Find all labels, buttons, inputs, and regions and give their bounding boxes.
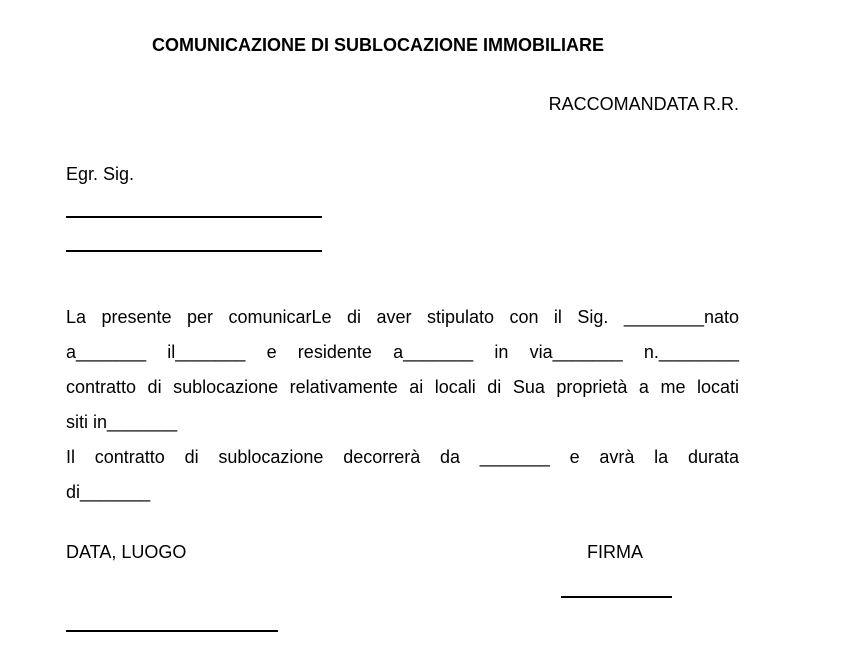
body-line: Il contratto di sublocazione decorrerà da _______ e avrà la durata (66, 447, 739, 467)
date-place-line[interactable] (66, 630, 278, 632)
communication-body (66, 300, 739, 510)
signature-line[interactable] (561, 596, 672, 598)
date-place-label: DATA, LUOGO (66, 542, 187, 562)
recipient-line-2[interactable] (66, 250, 322, 252)
signature-label: FIRMA (587, 542, 643, 562)
body-line: a_______ il_______ e residente a_______ in via_______ n.________ (66, 342, 739, 362)
body-line: siti in_______ (66, 412, 178, 432)
recipient-line-1[interactable] (66, 216, 322, 218)
recipient-label: Egr. Sig. (66, 164, 135, 184)
document-title: COMUNICAZIONE DI SUBLOCAZIONE IMMOBILIARE (152, 35, 604, 55)
body-line: La presente per comunicarLe di aver stipulato con il Sig. ________nato (66, 307, 739, 327)
body-line: di_______ (66, 482, 151, 502)
body-line: contratto di sublocazione relativamente ai locali di Sua proprietà a me locati (66, 377, 739, 397)
delivery-method: RACCOMANDATA R.R. (548, 94, 739, 114)
